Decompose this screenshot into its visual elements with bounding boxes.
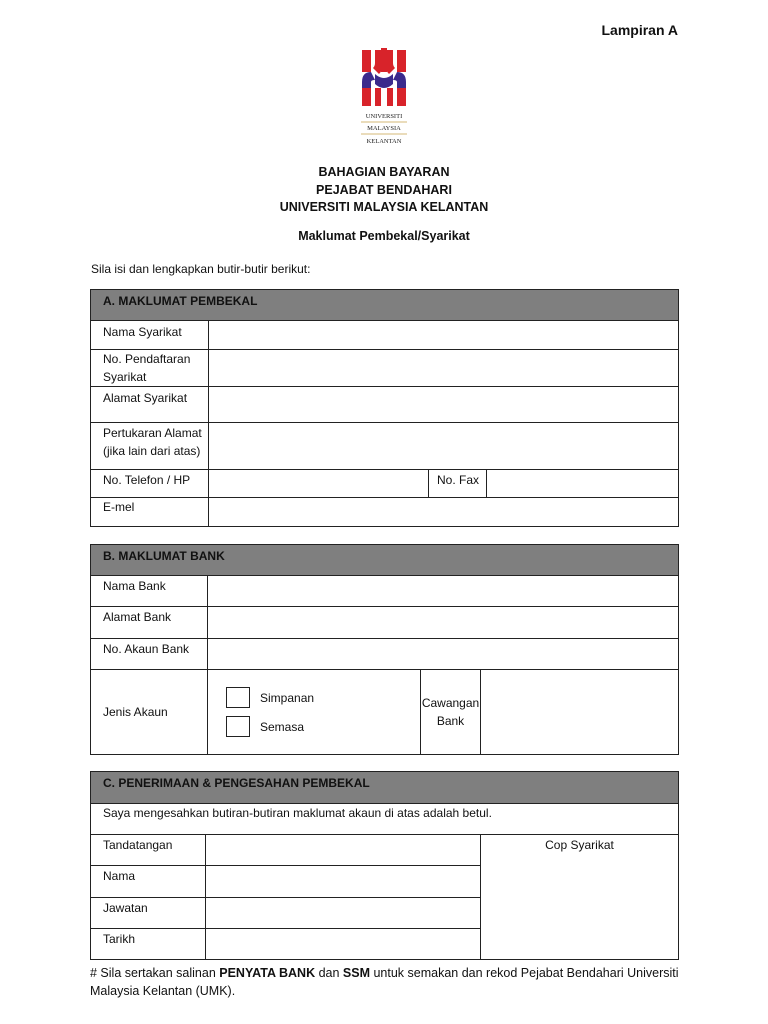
tarikh-label: Tarikh xyxy=(91,929,206,960)
fax-label: No. Fax xyxy=(429,470,487,498)
fax-field[interactable] xyxy=(487,470,679,498)
semasa-checkbox[interactable] xyxy=(226,716,250,737)
section-c-title: C. PENERIMAAN & PENGESAHAN PEMBEKAL xyxy=(91,772,679,804)
title-line-2: PEJABAT BENDAHARI xyxy=(316,183,452,197)
no-akaun-field[interactable] xyxy=(208,639,679,670)
alamat-syarikat-field[interactable] xyxy=(209,387,679,423)
telefon-field[interactable] xyxy=(209,470,429,498)
footer-note xyxy=(90,964,690,1000)
jenis-akaun-label: Jenis Akaun xyxy=(91,670,208,755)
title-line-3: UNIVERSITI MALAYSIA KELANTAN xyxy=(279,200,489,214)
section-a-table xyxy=(90,289,679,527)
pertukaran-alamat-label xyxy=(91,423,209,470)
no-pendaftaran-label xyxy=(91,350,209,387)
nama-syarikat-field[interactable] xyxy=(209,321,679,350)
jenis-akaun-options xyxy=(208,670,421,755)
umk-logo xyxy=(357,46,411,150)
semasa-option[interactable] xyxy=(226,716,420,737)
lampiran-label: Lampiran A xyxy=(601,22,678,38)
pertukaran-alamat-field[interactable] xyxy=(209,423,679,470)
cawangan-label-1: Cawangan xyxy=(421,696,480,710)
tandatangan-label: Tandatangan xyxy=(91,835,206,866)
nama-syarikat-label: Nama Syarikat xyxy=(91,321,209,350)
alamat-syarikat-label: Alamat Syarikat xyxy=(91,387,209,423)
form-subtitle: Maklumat Pembekal/Syarikat xyxy=(298,229,470,243)
simpanan-label: Simpanan xyxy=(260,690,315,705)
jawatan-label: Jawatan xyxy=(91,898,206,929)
nama-label: Nama xyxy=(91,866,206,898)
no-pendaftaran-label-2: Syarikat xyxy=(103,370,147,384)
jawatan-field[interactable] xyxy=(206,898,481,929)
nama-bank-label: Nama Bank xyxy=(91,576,208,607)
simpanan-checkbox[interactable] xyxy=(226,687,250,708)
nama-bank-field[interactable] xyxy=(208,576,679,607)
logo-text-1: UNIVERSITI xyxy=(365,113,403,120)
footer-ssm: SSM xyxy=(342,966,370,980)
logo-text-2: MALAYSIA xyxy=(367,125,401,132)
emel-label: E-mel xyxy=(91,498,209,527)
logo-text-3: KELANTAN xyxy=(366,138,402,145)
footer-text-2: dan xyxy=(315,966,343,980)
cop-syarikat-box[interactable] xyxy=(481,835,679,960)
alamat-bank-field[interactable] xyxy=(208,607,679,639)
telefon-label: No. Telefon / HP xyxy=(91,470,209,498)
cop-syarikat-label: Cop Syarikat xyxy=(545,838,614,852)
title-line-1: BAHAGIAN BAYARAN xyxy=(318,165,450,179)
section-b-table xyxy=(90,544,679,755)
pengesahan-statement: Saya mengesahkan butiran-butiran maklumat akaun di atas adalah betul. xyxy=(91,804,679,835)
section-c-table xyxy=(90,771,679,960)
section-b-title: B. MAKLUMAT BANK xyxy=(91,545,679,576)
umk-logo-icon xyxy=(357,46,411,150)
tarikh-field[interactable] xyxy=(206,929,481,960)
tandatangan-field[interactable] xyxy=(206,835,481,866)
cawangan-bank-field[interactable] xyxy=(481,670,679,755)
no-pendaftaran-label-1: No. Pendaftaran xyxy=(103,352,191,366)
pertukaran-alamat-label-2: (jika lain dari atas) xyxy=(103,444,201,458)
footer-penyata-bank: PENYATA BANK xyxy=(219,966,316,980)
cawangan-bank-label xyxy=(421,670,481,755)
simpanan-option[interactable] xyxy=(226,687,420,708)
nama-field[interactable] xyxy=(206,866,481,898)
emel-field[interactable] xyxy=(209,498,679,527)
footer-text-1: # Sila sertakan salinan xyxy=(90,966,220,980)
cawangan-label-2: Bank xyxy=(436,714,465,728)
no-pendaftaran-field[interactable] xyxy=(209,350,679,387)
semasa-label: Semasa xyxy=(260,719,305,734)
alamat-bank-label: Alamat Bank xyxy=(91,607,208,639)
footer-text-3: untuk semakan dan rekod Pejabat Bendahari Universiti Malaysia Kelantan (UMK). xyxy=(90,966,679,998)
intro-text: Sila isi dan lengkapkan butir-butir berikut: xyxy=(91,262,311,276)
section-a-title: A. MAKLUMAT PEMBEKAL xyxy=(91,290,679,321)
no-akaun-label: No. Akaun Bank xyxy=(91,639,208,670)
pertukaran-alamat-label-1: Pertukaran Alamat xyxy=(103,426,202,440)
